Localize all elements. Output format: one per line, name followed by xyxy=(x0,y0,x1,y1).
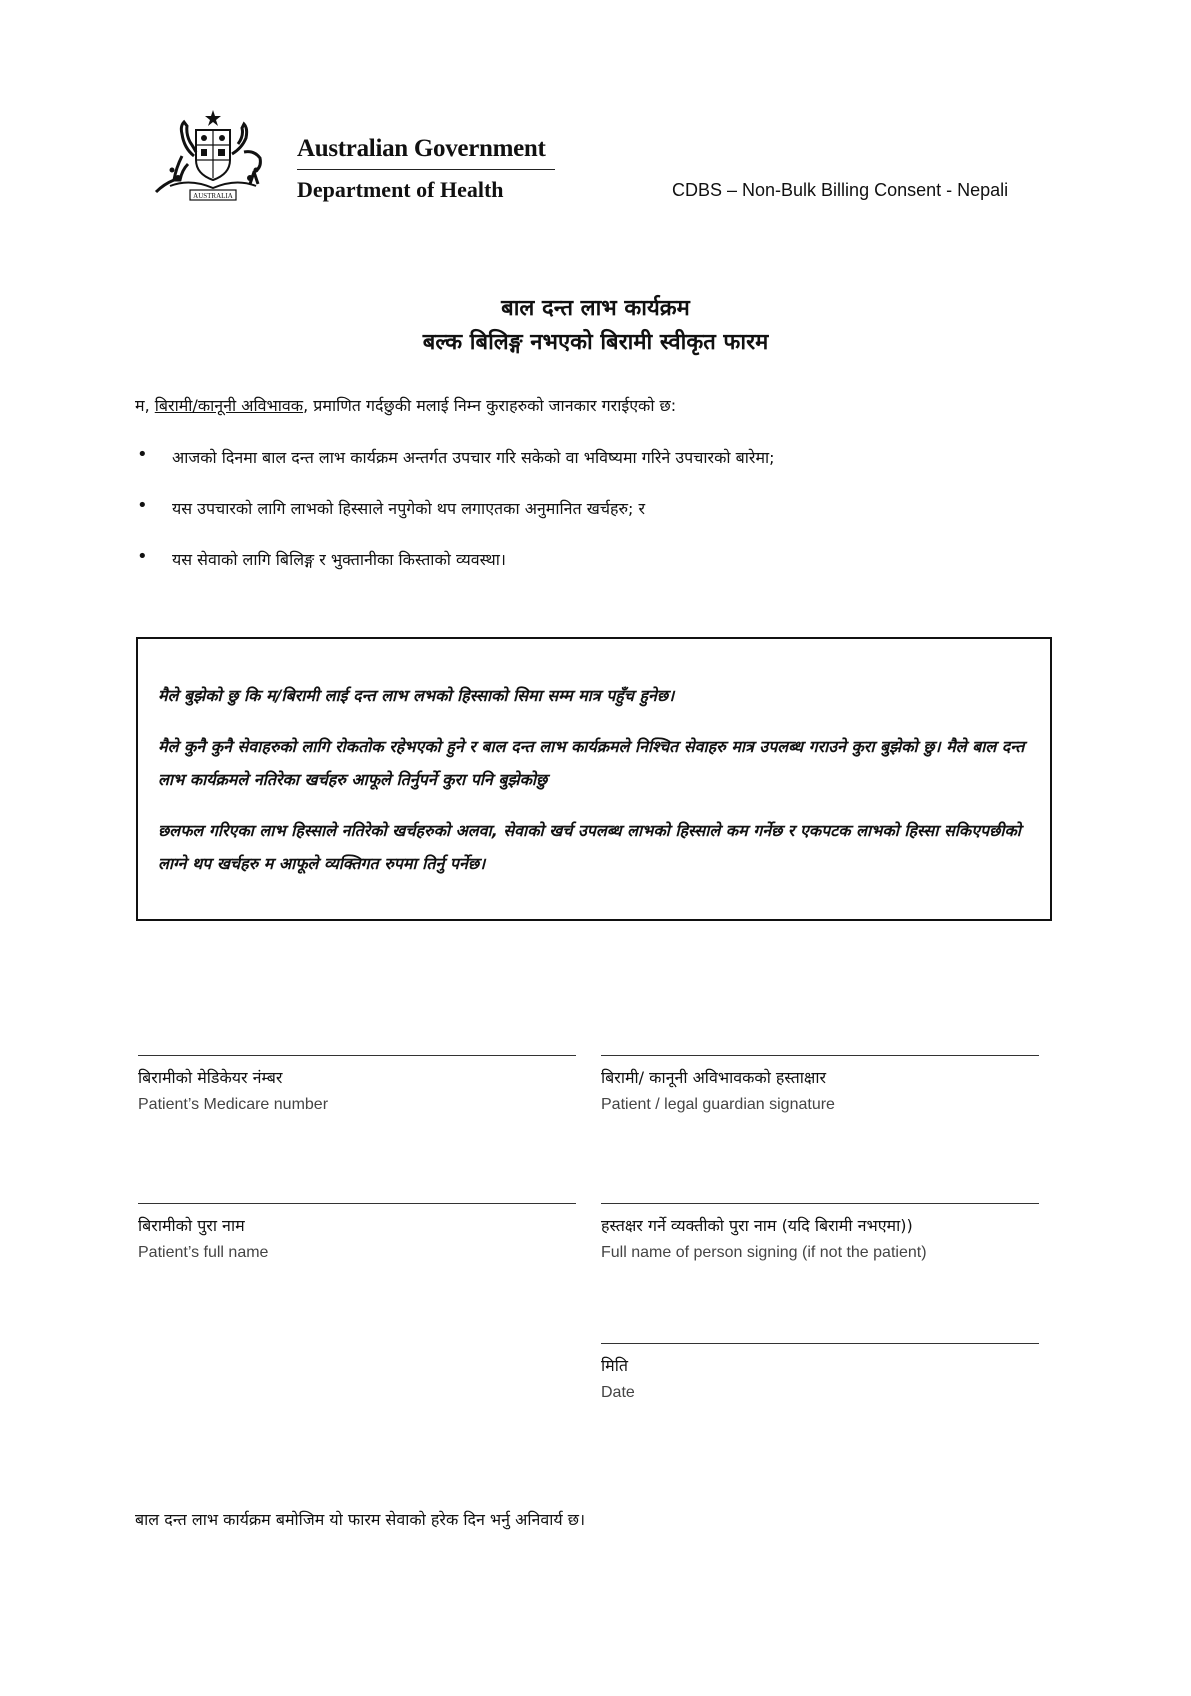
signature-line[interactable] xyxy=(138,1055,576,1056)
crest-text: AUSTRALIA xyxy=(193,192,233,200)
form-title xyxy=(0,292,1191,360)
field-label-nepali: मिति xyxy=(601,1356,628,1375)
list-item xyxy=(135,495,1075,546)
field-label-nepali: हस्तक्षर गर्ने व्यक्तीको पुरा नाम (यदि बिरामी नभएमा)) xyxy=(601,1216,913,1235)
bullet-icon: • xyxy=(137,546,148,567)
field-label-english: Patient / legal guardian signature xyxy=(601,1096,835,1113)
field-label-english: Full name of person signing (if not the patient) xyxy=(601,1244,927,1261)
title-line-2: बल्क बिलिङ्ग नभएको बिरामी स्वीकृत फारम xyxy=(422,330,769,355)
government-name: Australian Government xyxy=(297,135,546,162)
signer-full-name-field[interactable] xyxy=(601,1203,1039,1262)
field-label-nepali: बिरामीको मेडिकेयर नंम्बर xyxy=(138,1068,283,1087)
bullet-text: यस सेवाको लागि बिलिङ्ग र भुक्तानीका किस्ताको व्यवस्था। xyxy=(172,550,506,569)
list-item xyxy=(135,546,1075,597)
field-label-nepali: बिरामी/ कानूनी अविभावकको हस्ताक्षार xyxy=(601,1068,827,1087)
list-item xyxy=(135,444,1075,495)
acknowledgement-paragraph-3: छलफल गरिएका लाभ हिस्साले नतिरेको खर्चहरुको अलवा, सेवाको खर्च उपलब्ध लाभको हिस्साले कम गर्नेछ र एकपटक लाभको हिस्सा सकिएपछीको लाग्ने थप खर्चहरु म आफूले व्यक्तिगत रुपमा तिर्नु पर्नेछ। xyxy=(158,821,1021,873)
intro-suffix: , प्रमाणित गर्दछुकी मलाई निम्न कुराहरुको जानकार गराईएको छ: xyxy=(303,396,677,415)
field-label-nepali: बिरामीको पुरा नाम xyxy=(138,1216,245,1235)
field-label-english: Patient’s Medicare number xyxy=(138,1096,329,1113)
patient-full-name-field[interactable] xyxy=(138,1203,576,1262)
bullet-text: यस उपचारको लागि लाभको हिस्साले नपुगेको थप लगाएतका अनुमानित खर्चहरु; र xyxy=(172,499,646,518)
signature-line[interactable] xyxy=(138,1203,576,1204)
field-label-english: Patient’s full name xyxy=(138,1244,269,1261)
department-name: Department of Health xyxy=(297,177,504,202)
date-field[interactable] xyxy=(601,1343,1039,1402)
bullet-icon: • xyxy=(137,495,148,516)
coat-of-arms-logo xyxy=(150,108,276,204)
acknowledgement-box xyxy=(136,637,1052,921)
signature-line[interactable] xyxy=(601,1055,1039,1056)
intro-statement xyxy=(135,394,676,416)
title-line-1: बाल दन्त लाभ कार्यक्रम xyxy=(501,296,690,321)
acknowledgement-paragraph-1: मैले बुझेको छु कि म/बिरामी लाई दन्त लाभ लभको हिस्साको सिमा सम्म मात्र पहुँच हुनेछ। xyxy=(158,686,675,705)
footer-note: बाल दन्त लाभ कार्यक्रम बमोजिम यो फारम सेवाको हरेक दिन भर्नु अनिवार्य छ। xyxy=(135,1510,586,1529)
acknowledgement-paragraph-2: मैले कुनै कुनै सेवाहरुको लागि रोकतोक रहेभएको हुने र बाल दन्त लाभ कार्यक्रमले निश्चित सेवाहरु मात्र उपलब्ध गराउने कुरा बुझेको छु। मैले बाल दन्त लाभ कार्यक्रमले नतिरेका खर्चहरु आफूले तिर्नुपर्ने कुरा पनि बुझेकोछु xyxy=(158,737,1025,789)
guardian-signature-field[interactable] xyxy=(601,1055,1039,1114)
logo-divider xyxy=(297,169,555,170)
intro-prefix: म, xyxy=(135,396,150,415)
field-label-english: Date xyxy=(601,1384,635,1401)
signature-line[interactable] xyxy=(601,1203,1039,1204)
bullet-text: आजको दिनमा बाल दन्त लाभ कार्यक्रम अन्तर्गत उपचार गरि सकेको वा भविष्यमा गरिने उपचारको बारेमा; xyxy=(172,448,775,467)
bullet-list xyxy=(135,444,1075,597)
bullet-icon: • xyxy=(137,444,148,465)
intro-role: बिरामी/कानूनी अविभावक xyxy=(154,396,304,415)
medicare-number-field[interactable] xyxy=(138,1055,576,1114)
document-code: CDBS – Non-Bulk Billing Consent - Nepali xyxy=(672,180,1009,200)
signature-line[interactable] xyxy=(601,1343,1039,1344)
